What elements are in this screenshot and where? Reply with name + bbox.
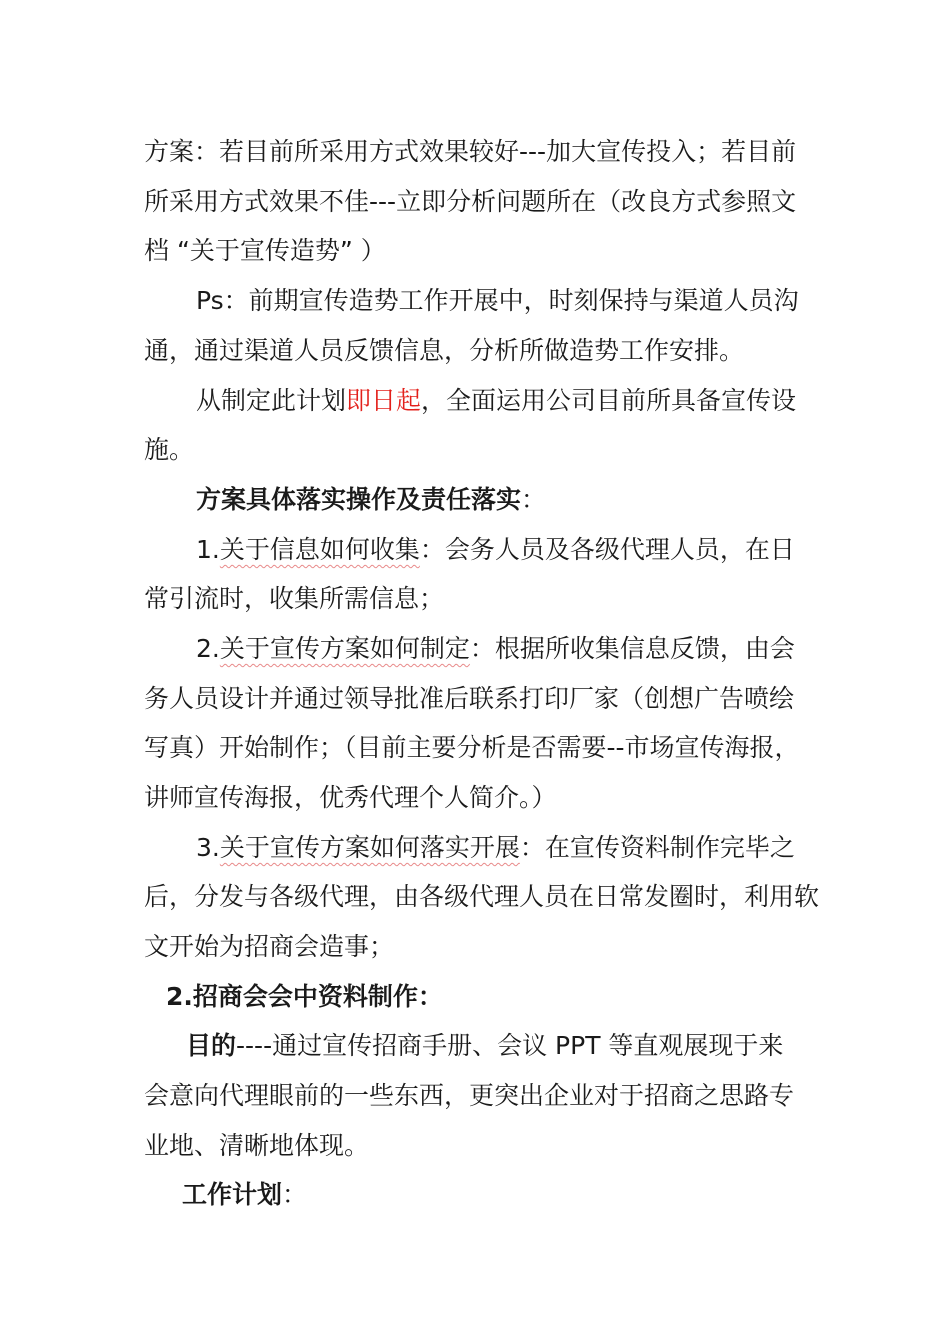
item2-line4: 讲师宣传海报，优秀代理个人简介。） [144,783,557,812]
purpose-line1 [186,1029,783,1063]
item2-line2: 务人员设计并通过领导批准后联系打印厂家（创想广告喷绘 [144,684,795,713]
p2-line1: Ps：前期宣传造势工作开展中，时刻保持与渠道人员沟 [196,286,799,315]
p1-line1: 方案：若目前所采用方式效果较好---加大宣传投入；若目前 [144,137,797,166]
p3-text-pre: 从制定此计划 [196,386,347,415]
item2-line3: 写真）开始制作；（目前主要分析是否需要--市场宣传海报， [144,733,800,762]
item1-line1 [196,533,795,567]
impl-heading [196,483,546,517]
p3-line1 [196,384,796,418]
impl-heading-text: 方案具体落实操作及责任落实 [196,485,522,514]
item1-num: 1. [196,535,220,564]
item3-line2: 后，分发与各级代理，由各级代理人员在日常发圈时，利用软 [144,882,820,911]
p2-line2: 通，通过渠道人员反馈信息，分析所做造势工作安排。 [144,336,745,365]
item2-topic: 关于宣传方案如何制定 [219,634,470,663]
item3-topic: 关于宣传方案如何落实开展 [219,833,520,862]
item1-topic: 关于信息如何收集 [219,535,420,564]
item1-rest: ：会务人员及各级代理人员，在日 [419,535,795,564]
p3-line2: 施。 [144,435,195,464]
impl-heading-colon: ： [521,485,547,514]
purpose-label: 目的 [186,1031,237,1060]
purpose-line2: 会意向代理眼前的一些东西，更突出企业对于招商之思路专 [144,1081,795,1110]
item1-line2: 常引流时，收集所需信息； [144,584,445,613]
p1-line3: 档 “关于宣传造势” ） [144,236,386,265]
item2-rest: ：根据所收集信息反馈，由会 [469,634,795,663]
section2-title: 2.招商会会中资料制作： [166,982,443,1011]
work-plan-heading [182,1178,307,1212]
work-plan-label: 工作计划 [182,1180,283,1209]
p3-text-post: ，全面运用公司目前所具备宣传设 [421,386,797,415]
item3-rest: ：在宣传资料制作完毕之 [519,833,795,862]
item2-line1 [196,632,795,666]
p1-line2: 所采用方式效果不佳---立即分析问题所在（改良方式参照文 [144,187,797,216]
item3-num: 3. [196,833,220,862]
purpose-line3: 业地、清晰地体现。 [144,1131,370,1160]
item3-line1 [196,831,795,865]
purpose-text: ----通过宣传招商手册、会议 PPT 等直观展现于来 [236,1031,784,1060]
item2-num: 2. [196,634,220,663]
p3-highlight: 即日起 [346,386,422,415]
work-plan-colon: ： [282,1180,308,1209]
item3-line3: 文开始为招商会造事； [144,932,395,961]
